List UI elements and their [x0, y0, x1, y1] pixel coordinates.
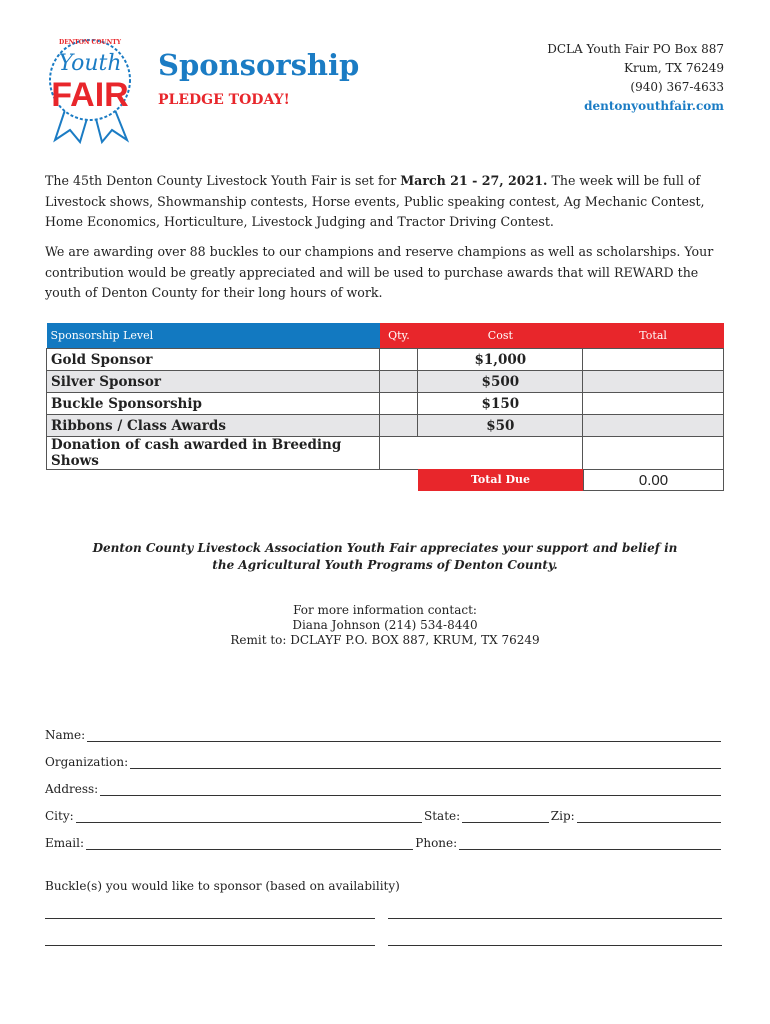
- table-row: [47, 437, 724, 470]
- buckle-line[interactable]: [45, 945, 375, 946]
- svg-text:Youth: Youth: [58, 51, 122, 76]
- level: Gold Sponsor: [47, 349, 380, 371]
- qty-input[interactable]: [380, 349, 418, 371]
- buckle-line[interactable]: [45, 918, 375, 919]
- total-field[interactable]: [583, 371, 724, 393]
- intro-paragraph-2: We are awarding over 88 buckles to our champions and reserve champions as well as scholarships. Your contribution would be greatly appreciated and will be used to purchase awards that will REWARD the youth of Denton County for their long hours of work.: [45, 244, 714, 300]
- organization-field[interactable]: Organization:: [45, 755, 723, 769]
- contact-info: For more information contact: Diana Johnson (214) 534-8440 Remit to: DCLAYF P.O. BOX 887, KRUM, TX 76249: [230, 603, 540, 647]
- phone: (940) 367-4633: [630, 80, 724, 94]
- address-line: DCLA Youth Fair PO Box 887: [547, 42, 724, 56]
- website-link[interactable]: dentonyouthfair.com: [584, 99, 724, 113]
- level: Ribbons / Class Awards: [47, 415, 380, 437]
- table-row: [47, 349, 724, 371]
- buckles-label: Buckle(s) you would like to sponsor (based on availability): [45, 879, 400, 893]
- table-row: [47, 415, 724, 437]
- total-field[interactable]: [583, 415, 724, 437]
- total-field[interactable]: [583, 437, 724, 470]
- buckle-line[interactable]: [388, 918, 722, 919]
- contact-address: [547, 40, 724, 116]
- thanks-message: Denton County Livestock Association Youth Fair appreciates your support and belief in the Agricultural Youth Programs of Denton County.: [92, 541, 678, 572]
- level: Buckle Sponsorship: [47, 393, 380, 415]
- youth-fair-logo: [40, 30, 140, 145]
- page-title: Sponsorship: [158, 48, 360, 82]
- total-due-label: Total Due: [418, 469, 583, 491]
- qty-input[interactable]: [380, 371, 418, 393]
- svg-text:DENTON COUNTY: DENTON COUNTY: [59, 39, 121, 46]
- email-phone-fields[interactable]: Email: Phone:: [45, 836, 723, 850]
- cost: $1,000: [418, 349, 583, 371]
- address-field[interactable]: Address:: [45, 782, 723, 796]
- header-qty: Qty.: [380, 323, 418, 349]
- level: Donation of cash awarded in Breeding Shows: [47, 437, 380, 470]
- cost: $150: [418, 393, 583, 415]
- header-cost: Cost: [418, 323, 583, 349]
- total-field[interactable]: [583, 349, 724, 371]
- table-row: [47, 393, 724, 415]
- name-field[interactable]: Name:: [45, 728, 723, 742]
- address-line: Krum, TX 76249: [624, 61, 724, 75]
- level: Silver Sponsor: [47, 371, 380, 393]
- cost: $500: [418, 371, 583, 393]
- donation-input[interactable]: [380, 437, 583, 470]
- header-total: Total: [583, 323, 724, 349]
- buckle-line[interactable]: [388, 945, 722, 946]
- header-level: Sponsorship Level: [47, 323, 380, 349]
- qty-input[interactable]: [380, 393, 418, 415]
- subtitle: PLEDGE TODAY!: [158, 92, 290, 108]
- table-row: [47, 371, 724, 393]
- cost: $50: [418, 415, 583, 437]
- intro-paragraph: The 45th Denton County Livestock Youth Fair is set for March 21 - 27, 2021. The week will be full of Livestock shows, Showmanship contests, Horse events, Public speaking contest, Ag Mechanic Contest, Home Economics, Horticulture, Livestock Judging and Tractor Driving Contest.: [45, 173, 705, 229]
- total-field[interactable]: [583, 393, 724, 415]
- qty-input[interactable]: [380, 415, 418, 437]
- city-state-zip-fields[interactable]: City: State: Zip:: [45, 809, 723, 823]
- total-due-value[interactable]: 0.00: [583, 469, 724, 491]
- svg-text:FAIR: FAIR: [51, 76, 129, 114]
- sponsorship-table: [46, 323, 724, 470]
